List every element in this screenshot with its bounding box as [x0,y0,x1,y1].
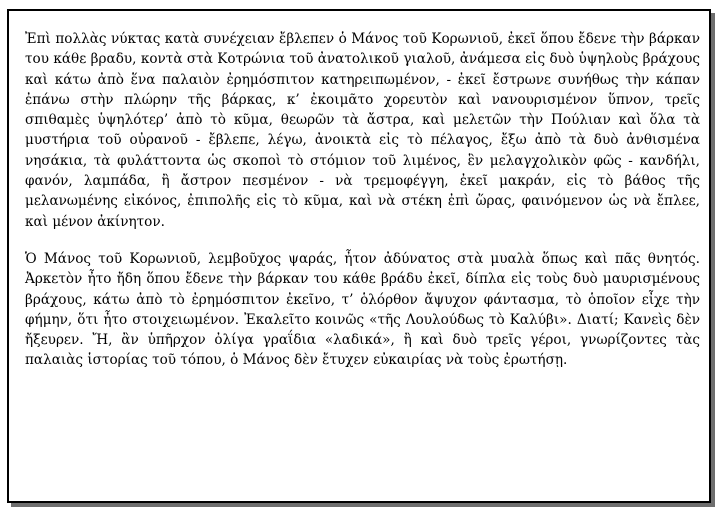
text-frame [7,9,711,503]
text-block [25,29,700,371]
paragraph-1: Ἐπὶ πολλὰς νύκτας κατὰ συνέχειαν ἔβλεπεν ὁ Μάνος τοῦ Κορωνιοῦ, ἐκεῖ ὅπου ἔδενε τὴν βάρκαν του κάθε βραδυ, κοντὰ στὰ Κοτρώνια τοῦ ἀνατολικοῦ γιαλοῦ, ἀνάμεσα εἰς δυὸ ὑψηλοὺς βράχους καὶ κάτω ἀπὸ ἕνα παλαιὸν ἐρημόσπιτον κατηρειπωμένον, - ἐκεῖ ἔστρωνε συνήθως τὴν κάπαν ἐπάνω στὴν πλώρην τῆς βάρκας, κ’ ἐκοιμᾶτο χορευτὸν καὶ νανουρισμένον ὕπνον, τρεῖς σπιθαμὲς ὑψηλότερ’ ἀπὸ τὸ κῦμα, θεωρῶν τὰ ἄστρα, καὶ μελετῶν τὴν Πούλιαν καὶ ὅλα τὰ μυστήρια τοῦ οὐρανοῦ - ἔβλεπε, λέγω, ἀνοικτὰ εἰς τὸ πέλαγος, ἔξω ἀπὸ τὰ δυὸ ἀνθισμένα νησάκια, τὰ φυλάττοντα ὡς σκοποὶ τὸ στόμιον τοῦ λιμένος, ἓν μελαγχολικὸν φῶς - κανδήλι, φανόν, λαμπάδα, ἢ ἄστρον πεσμένον - νὰ τρεμοφέγγη, ἐκεῖ μακράν, εἰς τὸ βάθος τῆς μελανωμένης εἰκόνος, ἐπιπολῆς εἰς τὸ κῦμα, καὶ νὰ στέκη ἐπὶ ὥρας, φαινόμενον ὡς νὰ ἔπλεε, καὶ μένον ἀκίνητον. [25,31,700,230]
paragraph-2: Ὁ Μάνος τοῦ Κορωνιοῦ, λεμβοῦχος ψαράς, ἦτον ἀδύνατος στὰ μυαλὰ ὅπως καὶ πᾶς θνητός. Ἀρκετὸν ἦτο ἤδη ὅπου ἔδενε τὴν βάρκαν του κάθε βράδυ ἐκεῖ, δίπλα εἰς τοὺς δυὸ μαυρισμένους βράχους, κάτω ἀπὸ τὸ ἐρημόσπιτον ἐκεῖνο, τ’ ὁλόρθον ἄψυχον φάντασμα, τὸ ὁποῖον εἶχε τὴν φήμην, ὅτι ἦτο στοιχειωμένον. Ἐκαλεῖτο κοινῶς «τῆς Λουλούδως τὸ Καλύβι». Διατί; Κανεὶς δὲν ἤξευρεν. Ἤ, ἂν ὑπῆρχον ὀλίγα γραΐδια «λαδικά», ἢ καὶ δυὸ τρεῖς γέροι, γνωρίζοντες τὰς παλαιὰς ἱστορίας τοῦ τόπου, ὁ Μάνος δὲν ἔτυχεν εὐκαιρίας νὰ τοὺς ἐρωτήσῃ. [25,250,700,369]
